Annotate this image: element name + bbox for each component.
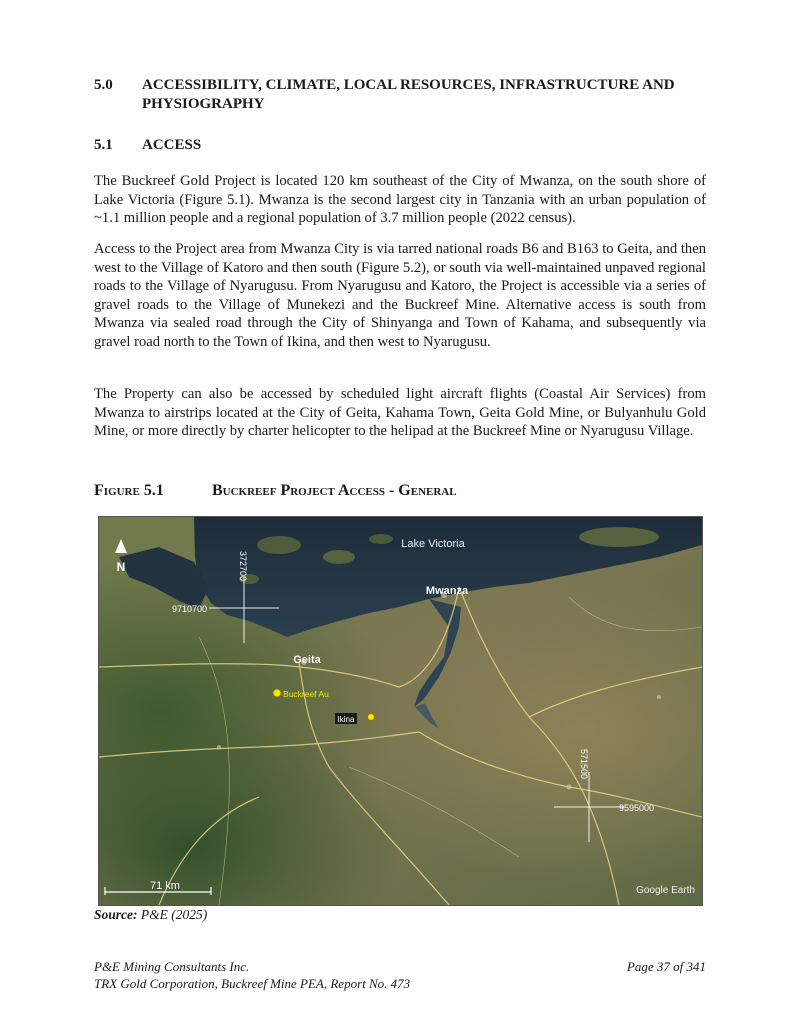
google-earth-attribution: Google Earth <box>636 885 695 896</box>
footer-page-number: Page 37 of 341 <box>626 959 706 974</box>
mwanza-label: Mwanza <box>425 585 469 597</box>
section-title: ACCESSIBILITY, CLIMATE, LOCAL RESOURCES, INFRASTRUCTURE AND PHYSIOGRAPHY <box>142 77 675 112</box>
section-number: 5.0 <box>94 77 113 93</box>
scale-label: 71 km <box>150 880 180 892</box>
coordinate-label-northing-1: 9710700 <box>171 604 207 614</box>
ikina-pin-icon <box>368 714 375 721</box>
figure-source <box>94 907 207 923</box>
lake-victoria-label: Lake Victoria <box>401 538 465 550</box>
satellite-map <box>98 516 703 906</box>
geita-label: Geita <box>293 654 321 666</box>
subsection-number: 5.1 <box>94 137 113 153</box>
source-label: Source: <box>94 907 138 922</box>
paragraph-road-access: Access to the Project area from Mwanza City is via tarred national roads B6 and B163 to Geita, and then west to the Village of Katoro and then south (Figure 5.2), or south via well-maintained unpaved regional roads to the Village of Nyarugusu. From Nyarugusu and Katoro, the Project is accessible via a series of gravel roads to the Village of Munekezi and the Buckreef Mine. Alternative access is south from Mwanza via sealed road through the City of Shinyanga and Town of Kahama, and subsequently via gravel road north to the Town of Ikina, and then west to Nyarugusu. <box>94 241 706 350</box>
coordinate-label-easting-1: 372700 <box>238 551 248 582</box>
footer-report: TRX Gold Corporation, Buckreef Mine PEA, Report No. 473 <box>94 976 411 991</box>
figure-number: Figure 5.1 <box>94 482 164 499</box>
source-text: P&E (2025) <box>140 907 208 922</box>
north-label: N <box>116 560 126 574</box>
buckreef-label: Buckreef Au <box>283 689 329 699</box>
ikina-label: Ikina <box>337 715 355 724</box>
paragraph-air-access: The Property can also be accessed by scheduled light aircraft flights (Coastal Air Services) from Mwanza to airstrips located at the City of Geita, Kahama Town, Geita Gold Mine, or Bulyanhulu Gold Mine, or more directly by charter helicopter to the helipad at the Buckreef Mine or Nyarugusu Village. <box>94 386 706 440</box>
project-pin-icon <box>273 689 281 697</box>
figure-title: Buckreef Project Access - General <box>212 482 457 499</box>
coordinate-label-easting-2: 571500 <box>579 749 589 780</box>
subsection-title: ACCESS <box>142 137 202 153</box>
coordinate-label-northing-2: 9595000 <box>619 803 655 813</box>
footer-company: P&E Mining Consultants Inc. <box>94 959 250 974</box>
paragraph-location: The Buckreef Gold Project is located 120 km southeast of the City of Mwanza, on the south shore of Lake Victoria (Figure 5.1). Mwanza is the second largest city in Tanzania with an urban population of ~1.1 million people and a regional population of 3.7 million people (2022 census). <box>94 173 706 227</box>
